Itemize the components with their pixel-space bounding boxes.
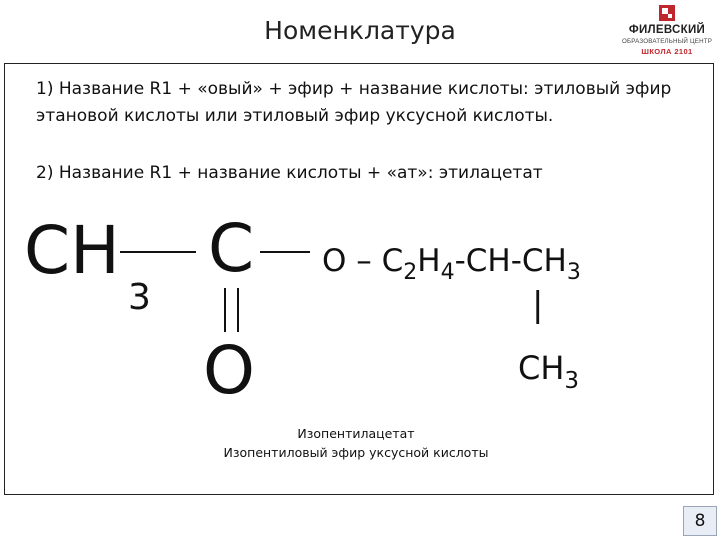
page-number: 8 (683, 506, 717, 536)
double-bond-line-1 (224, 288, 226, 332)
chain-h: H (417, 243, 441, 279)
slide-title: Номенклатура (264, 16, 456, 45)
chain-rest: -CH-CH (454, 243, 567, 279)
logo-line-3: ШКОЛА 2101 (641, 47, 693, 56)
school-logo (618, 4, 716, 60)
ch3-c-bond (120, 251, 196, 253)
carbonyl-carbon: C (208, 210, 255, 287)
methyl-group-label: CH (24, 212, 120, 289)
carbonyl-oxygen: O (203, 332, 255, 409)
rule-1-text: 1) Название R1 + «овый» + эфир + название кислоты: этиловый эфир этановой кислоты или этиловый эфир уксусной кислоты. (36, 79, 672, 126)
compound-names (196, 424, 516, 462)
compound-name-2: Изопентиловый эфир уксусной кислоты (223, 445, 489, 460)
branch-methyl (518, 349, 580, 394)
branch-bond: | (532, 285, 544, 325)
chain-sub-3: 3 (566, 260, 581, 285)
logo-line-1: ФИЛЕВСКИЙ (628, 24, 706, 36)
methyl-subscript: 3 (128, 277, 151, 318)
logo-line-2: ОБРАЗОВАТЕЛЬНЫЙ ЦЕНТР (621, 38, 713, 45)
ester-chain (322, 243, 581, 285)
rule-2-text: 2) Название R1 + название кислоты + «ат»: этилацетат (36, 163, 543, 183)
branch-sub: 3 (564, 368, 580, 394)
double-bond-line-2 (237, 288, 239, 332)
c-o-bond (260, 251, 310, 253)
chain-sub-1: 2 (403, 260, 418, 285)
compound-name-1: Изопентилацетат (297, 426, 415, 441)
branch-ch: CH (518, 349, 565, 387)
logo-mark-icon (658, 4, 676, 22)
chain-o-c: O – C (322, 243, 404, 279)
chain-sub-2: 4 (440, 260, 455, 285)
